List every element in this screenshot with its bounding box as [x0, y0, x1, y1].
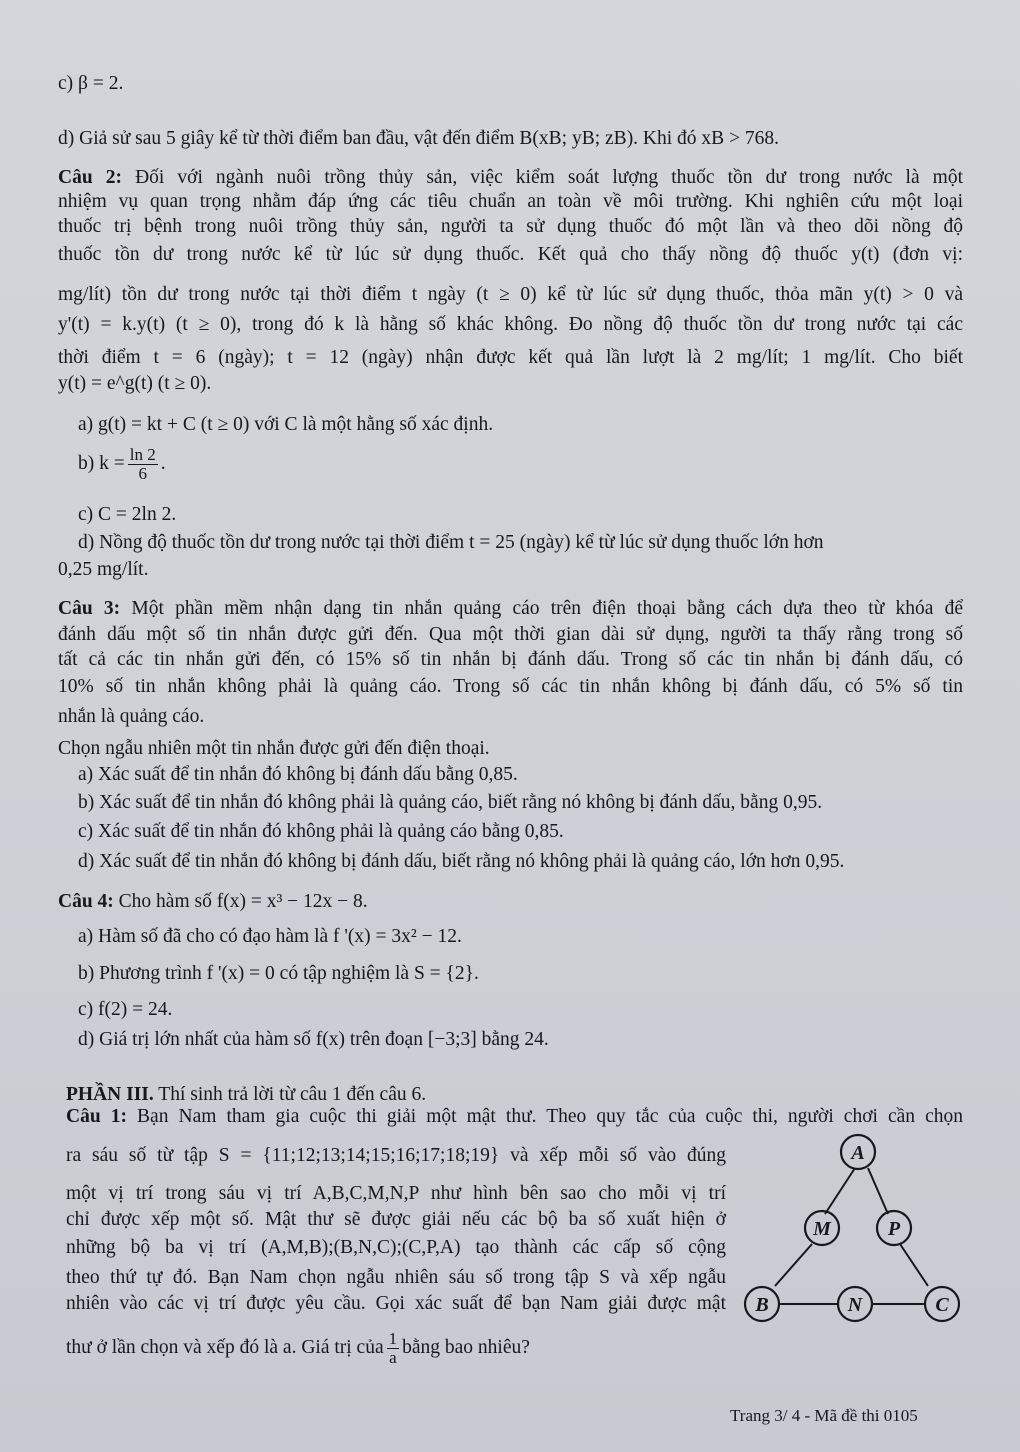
q2-line-8: y(t) = e^g(t) (t ≥ 0). — [58, 373, 212, 394]
q4-option-c: c) f(2) = 24. — [78, 999, 173, 1020]
q2-line-4: thuốc tồn dư trong nước kể từ lúc sử dụng thuốc. Kết quả cho thấy nồng độ thuốc y(t) (đơn vị: — [58, 244, 963, 265]
q2-option-a: a) g(t) = kt + C (t ≥ 0) với C là một hằng số xác định. — [78, 414, 494, 435]
q2-line-6: y'(t) = k.y(t) (t ≥ 0), trong đó k là hằng số khác không. Đo nồng độ thuốc tồn dư trong nước tại các — [58, 314, 963, 335]
q2-line-7: thời điểm t = 6 (ngày); t = 12 (ngày) nhận được kết quả lần lượt là 2 mg/lít; 1 mg/lít. Cho biết — [58, 347, 963, 368]
p3-q1-line-2: ra sáu số từ tập S = {11;12;13;14;15;16;17;18;19} và xếp mỗi số vào đúng — [66, 1145, 726, 1166]
node-b-label: B — [755, 1294, 769, 1316]
node-m-label: M — [813, 1218, 831, 1240]
q2-line-1: Câu 2: Đối với ngành nuôi trồng thủy sản, việc kiểm soát lượng thuốc tồn dư trong nước là một — [58, 167, 964, 188]
triangle-position-diagram — [740, 1128, 980, 1348]
fraction-denominator: 6 — [138, 464, 147, 483]
q2-option-c: c) C = 2ln 2. — [78, 504, 177, 525]
q4-option-b: b) Phương trình f '(x) = 0 có tập nghiệm là S = {2}. — [78, 963, 479, 984]
p3-q1-line-8-start: thư ở lần chọn và xếp đó là a. Giá trị của — [66, 1336, 384, 1358]
q3-option-a: a) Xác suất để tin nhắn đó không bị đánh dấu bằng 0,85. — [78, 764, 518, 785]
q3-line-4: 10% số tin nhắn không phải là quảng cáo. Trong số các tin nhắn không bị đánh dấu, có 5% số tin — [58, 676, 963, 697]
page-footer: Trang 3/ 4 - Mã đề thi 0105 — [730, 1406, 918, 1425]
p3-q1-line-3: một vị trí trong sáu vị trí A,B,C,M,N,P như hình bên sao cho mỗi vị trí — [66, 1183, 726, 1204]
q2-option-b — [78, 446, 166, 483]
q4-option-d: d) Giá trị lớn nhất của hàm số f(x) trên đoạn [−3;3] bằng 24. — [78, 1029, 549, 1050]
fraction-ln2-over-6 — [128, 446, 158, 483]
q2-option-b-label: b) k = — [78, 452, 125, 474]
option-d-point-b: d) Giả sử sau 5 giây kể từ thời điểm ban đầu, vật đến điểm B(xB; yB; zB). Khi đó xB > 768. — [58, 128, 780, 149]
p3-q1-line-1: Câu 1: Bạn Nam tham gia cuộc thi giải một mật thư. Theo quy tắc của cuộc thi, người chơi cần chọn — [66, 1106, 964, 1127]
fraction-numerator: 1 — [388, 1329, 398, 1348]
q3-line-2: đánh dấu một số tin nhắn được gửi đến. Qua một thời gian dài sử dụng, người ta thấy rằng trong số — [58, 624, 963, 645]
node-a-label: A — [851, 1142, 865, 1164]
q3-option-d: d) Xác suất để tin nhắn đó không bị đánh dấu, biết rằng nó không phải là quảng cáo, lớn hơn 0,95. — [78, 851, 845, 872]
q3-prompt: Chọn ngẫu nhiên một tin nhắn được gửi đến điện thoại. — [58, 738, 490, 759]
q3-line-3: tất cả các tin nhắn gửi đến, có 15% số tin nhắn bị đánh dấu. Trong số các tin nhắn bị đánh dấu, có — [58, 649, 963, 670]
q2-line-3: thuốc trị bệnh trong nuôi trồng thủy sản, người ta sử dụng thuốc đó một lần và theo dõi nồng độ — [58, 216, 963, 237]
node-p-label: P — [887, 1218, 901, 1240]
q4-stem: Câu 4: Cho hàm số f(x) = x³ − 12x − 8. — [58, 891, 368, 912]
q2-option-d: d) Nồng độ thuốc tồn dư trong nước tại thời điểm t = 25 (ngày) kể từ lúc sử dụng thuốc lớn hơn — [78, 532, 824, 553]
node-c-label: C — [935, 1294, 949, 1316]
q2-line-2: nhiệm vụ quan trọng nhằm đáp ứng các tiêu chuẩn an toàn về môi trường. Khi nghiên cứu một loại — [58, 191, 963, 212]
q2-line-5: mg/lít) tồn dư trong nước tại thời điểm t ngày (t ≥ 0) kể từ lúc sử dụng thuốc, thỏa mãn y(t) > 0 và — [58, 284, 963, 305]
p3-q1-line-5: những bộ ba vị trí (A,M,B);(B,N,C);(C,P,A) tạo thành các cấp số cộng — [66, 1237, 726, 1258]
p3-q1-line-4: chỉ được xếp một số. Mật thư sẽ được giải nếu các bộ ba số xuất hiện ở — [66, 1209, 726, 1230]
p3-q1-line-8-end: bằng bao nhiêu? — [402, 1336, 530, 1358]
q3-option-c: c) Xác suất để tin nhắn đó không phải là quảng cáo bằng 0,85. — [78, 821, 564, 842]
q3-line-1: Câu 3: Một phần mềm nhận dạng tin nhắn quảng cáo trên điện thoại bằng cách dựa theo từ khóa để — [58, 598, 963, 619]
q3-option-b: b) Xác suất để tin nhắn đó không phải là quảng cáo, biết rằng nó không bị đánh dấu, bằng 0,95. — [78, 792, 823, 813]
q2-option-d-cont: 0,25 mg/lít. — [58, 559, 149, 580]
q3-line-5: nhắn là quảng cáo. — [58, 706, 205, 727]
q4-option-a: a) Hàm số đã cho có đạo hàm là f '(x) = 3x² − 12. — [78, 926, 462, 947]
node-n-label: N — [847, 1294, 863, 1316]
p3-q1-line-6: theo thứ tự đó. Bạn Nam chọn ngẫu nhiên sáu số trong tập S và xếp ngẫu — [66, 1267, 726, 1288]
fraction-1-over-a — [387, 1330, 400, 1367]
p3-q1-line-7: nhiên vào các vị trí được yêu cầu. Gọi xác suất để bạn Nam giải được mật — [66, 1293, 726, 1314]
q2-option-b-end: . — [160, 452, 166, 474]
fraction-denominator: a — [389, 1348, 397, 1367]
part-3-heading: PHẦN III. Thí sinh trả lời từ câu 1 đến câu 6. — [66, 1084, 427, 1105]
option-c-beta: c) β = 2. — [58, 73, 124, 94]
fraction-numerator: ln 2 — [129, 445, 156, 464]
p3-q1-line-8 — [66, 1330, 530, 1367]
